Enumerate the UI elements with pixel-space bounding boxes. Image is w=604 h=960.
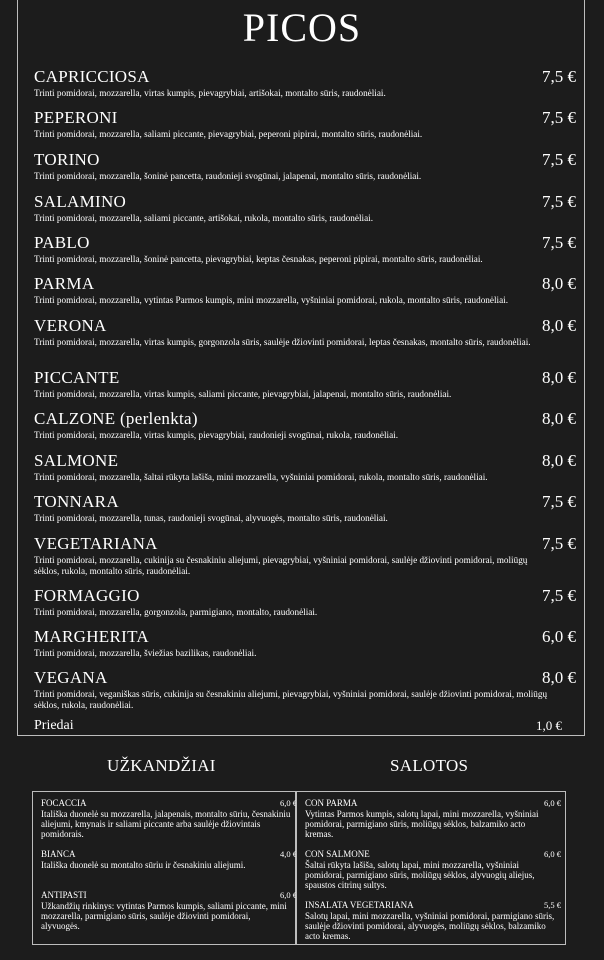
menu-item bbox=[34, 586, 576, 618]
item-price: 8,0 € bbox=[542, 668, 576, 687]
menu-item bbox=[34, 492, 576, 524]
item-price: 7,5 € bbox=[542, 150, 576, 169]
item-price: 8,0 € bbox=[542, 368, 576, 387]
item-name: SALMONE bbox=[34, 451, 119, 470]
item-description: Trinti pomidorai, veganiškas sūris, cukinija su česnakiniu aliejumi, pievagrybiai, vyšniniai pomidorai, saulėje džiovinti pomidorai, moliūgų sėklos, rukola, raudonėliai. bbox=[34, 689, 548, 710]
item-description: Trinti pomidorai, mozzarella, šaltai rūkyta lašiša, mini mozzarella, vyšniniai pomidorai, rukola, montalto sūris, raudonėliai. bbox=[34, 472, 488, 482]
item-name: PEPERONI bbox=[34, 108, 118, 127]
menu-item bbox=[34, 316, 576, 348]
item-description: Trinti pomidorai, mozzarella, gorgonzola, parmigiano, montalto, raudonėliai. bbox=[34, 607, 318, 617]
section-title-salotos: SALOTOS bbox=[390, 756, 469, 775]
item-price: 4,0 € bbox=[280, 849, 297, 859]
item-description: Trinti pomidorai, mozzarella, saliami piccante, pievagrybiai, peperoni pipirai, montalto sūris, raudonėliai. bbox=[34, 129, 423, 139]
list-item bbox=[305, 900, 561, 942]
item-name: VERONA bbox=[34, 316, 107, 335]
salads-box bbox=[296, 791, 566, 945]
menu-item bbox=[34, 368, 576, 400]
item-name: FOCACCIA bbox=[41, 798, 87, 808]
item-description: Trinti pomidorai, mozzarella, šoninė pancetta, raudonieji svogūnai, jalapenai, montalto sūris, raudonėliai. bbox=[34, 171, 422, 181]
menu-title: PICOS bbox=[242, 5, 362, 50]
item-name: PARMA bbox=[34, 274, 95, 293]
item-price: 7,5 € bbox=[542, 233, 576, 252]
item-price: 6,0 € bbox=[280, 798, 297, 808]
item-name: TORINO bbox=[34, 150, 100, 169]
item-description: Trinti pomidorai, mozzarella, vytintas Parmos kumpis, mini mozzarella, vyšniniai pomidorai, rukola, montalto sūris, raudonėliai. bbox=[34, 295, 509, 305]
menu-item bbox=[34, 409, 576, 441]
section-title-uzkandziai: UŽKANDŽIAI bbox=[107, 756, 216, 775]
item-description: Trinti pomidorai, mozzarella, virtas kumpis, pievagrybiai, raudonieji svogūnai, rukola, raudonėliai. bbox=[34, 430, 399, 440]
item-price: 6,0 € bbox=[544, 849, 561, 859]
item-description: Itališka duonelė su montalto sūriu ir česnakiniu aliejumi. bbox=[41, 859, 246, 870]
menu-item bbox=[34, 274, 576, 306]
menu-item bbox=[34, 192, 576, 224]
item-description: Trinti pomidorai, mozzarella, šoninė pancetta, pievagrybiai, keptas česnakas, peperoni pipirai, montalto sūris, raudonėliai. bbox=[34, 254, 483, 264]
menu-item bbox=[34, 451, 576, 483]
item-price: 7,5 € bbox=[542, 534, 576, 553]
menu-item bbox=[34, 534, 576, 577]
item-description: Vytintas Parmos kumpis, salotų lapai, mini mozzarella, vyšniniai pomidorai, parmigiano sūris, moliūgų sėklos, balzamiko acto kremas. bbox=[305, 808, 539, 840]
list-item bbox=[41, 890, 297, 932]
menu-item bbox=[34, 668, 576, 711]
item-description: Trinti pomidorai, mozzarella, virtas kumpis, gorgonzola sūris, saulėje džiovinti pomidorai, leptas česnakas, montalto sūris, raudonėliai. bbox=[34, 337, 531, 347]
item-name: CON PARMA bbox=[305, 798, 358, 808]
item-name: ANTIPASTI bbox=[41, 890, 87, 900]
menu-item bbox=[34, 233, 576, 265]
item-description: Trinti pomidorai, mozzarella, saliami piccante, artišokai, rukola, montalto sūris, raudonėliai. bbox=[34, 213, 373, 223]
item-price: 8,0 € bbox=[542, 451, 576, 470]
item-description: Trinti pomidorai, mozzarella, šviežias bazilikas, raudonėliai. bbox=[34, 648, 257, 658]
item-name: SALAMINO bbox=[34, 192, 127, 211]
list-item bbox=[41, 798, 297, 840]
item-name: VEGETARIANA bbox=[34, 534, 158, 553]
item-description: Trinti pomidorai, mozzarella, virtas kumpis, saliami piccante, pievagrybiai, jalapenai, montalto sūris, raudonėliai. bbox=[34, 389, 452, 399]
item-name: INSALATA VEGETARIANA bbox=[305, 900, 414, 910]
menu-item bbox=[34, 108, 576, 140]
item-price: 7,5 € bbox=[542, 492, 576, 511]
list-item bbox=[305, 798, 561, 840]
menu-item bbox=[34, 67, 576, 99]
extras-label: Priedai bbox=[34, 718, 74, 733]
list-item bbox=[41, 849, 297, 870]
item-price: 6,0 € bbox=[544, 798, 561, 808]
list-item bbox=[305, 849, 561, 891]
item-name: FORMAGGIO bbox=[34, 586, 140, 605]
snacks-box bbox=[32, 791, 296, 945]
item-name: PICCANTE bbox=[34, 368, 120, 387]
item-price: 7,5 € bbox=[542, 192, 576, 211]
item-description: Salotų lapai, mini mozzarella, vyšniniai pomidorai, parmigiano sūris, saulėje džiovinti pomidorai, alyvuogės, moliūgų sėklos, balzamiko acto kremas. bbox=[305, 910, 555, 942]
item-name: BIANCA bbox=[41, 849, 76, 859]
item-price: 5,5 € bbox=[544, 900, 561, 910]
item-name: CAPRICCIOSA bbox=[34, 67, 150, 86]
item-price: 8,0 € bbox=[542, 409, 576, 428]
item-name: CON SALMONE bbox=[305, 849, 370, 859]
item-description: Trinti pomidorai, mozzarella, cukinija su česnakiniu aliejumi, pievagrybiai, vyšniniai pomidorai, saulėje džiovinti pomidorai, moliūgų sėklos, rukola, montalto sūris, raudonėliai. bbox=[34, 555, 528, 576]
extras-price: 1,0 € bbox=[536, 718, 562, 733]
item-description: Trinti pomidorai, mozzarella, tunas, raudonieji svogūnai, alyvuogės, montalto sūris, raudonėliai. bbox=[34, 513, 388, 523]
item-name: CALZONE (perlenkta) bbox=[34, 409, 198, 428]
item-price: 7,5 € bbox=[542, 67, 576, 86]
item-price: 7,5 € bbox=[542, 108, 576, 127]
menu-item bbox=[34, 150, 576, 182]
item-name: TONNARA bbox=[34, 492, 119, 511]
menu-item bbox=[34, 627, 576, 659]
item-description: Itališka duonelė su mozzarella, jalapenais, montalto sūriu, česnakiniu aliejumi, kmynais ir saliami piccante arba saulėje džiovintais pomidorais. bbox=[41, 808, 291, 840]
item-price: 6,0 € bbox=[280, 890, 297, 900]
item-price: 8,0 € bbox=[542, 316, 576, 335]
item-description: Užkandžių rinkinys: vytintas Parmos kumpis, saliami piccante, mini mozzarella, parmigiano sūris, saulėje džiovinti pomidorai, alyvuogės. bbox=[41, 900, 287, 932]
item-name: PABLO bbox=[34, 233, 90, 252]
item-description: Šaltai rūkyta lašiša, salotų lapai, mini mozzarella, vyšniniai pomidorai, parmigiano sūris, moliūgų sėklos, alyvuogių aliejus, spaustos citrinų sultys. bbox=[305, 859, 535, 891]
item-name: VEGANA bbox=[34, 668, 108, 687]
item-name: MARGHERITA bbox=[34, 627, 149, 646]
item-description: Trinti pomidorai, mozzarella, virtas kumpis, pievagrybiai, artišokai, montalto sūris, raudonėliai. bbox=[34, 88, 386, 98]
item-price: 6,0 € bbox=[542, 627, 576, 646]
item-price: 8,0 € bbox=[542, 274, 576, 293]
item-price: 7,5 € bbox=[542, 586, 576, 605]
